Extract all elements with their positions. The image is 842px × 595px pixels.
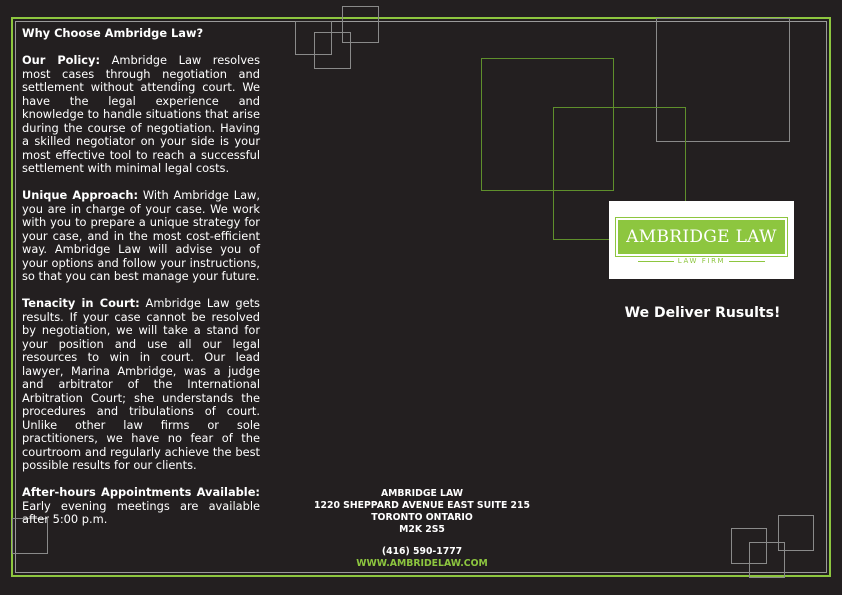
deco-square	[749, 542, 785, 578]
logo-rule-left	[638, 261, 674, 262]
tagline: We Deliver Rusults!	[624, 305, 781, 321]
contact-block	[300, 488, 544, 570]
address-street: 1220 SHEPPARD AVENUE EAST SUITE 215	[314, 500, 530, 511]
company-logo	[609, 201, 794, 279]
tenacity-title: Tenacity in Court:	[22, 296, 140, 310]
why-choose-panel	[22, 26, 260, 540]
phone-number: (416) 590-1777	[381, 546, 463, 557]
tenacity-paragraph	[22, 297, 260, 473]
deco-square	[314, 32, 351, 69]
after-hours-title: After-hours Appointments Available:	[22, 485, 260, 499]
address-company: AMBRIDGE LAW	[380, 488, 464, 499]
address-postal: M2K 2S5	[399, 524, 445, 535]
website-link[interactable]: WWW.AMBRIDELAW.COM	[356, 558, 488, 569]
address-gap	[300, 536, 544, 546]
after-hours-paragraph	[22, 486, 260, 527]
approach-title: Unique Approach:	[22, 188, 139, 202]
after-hours-text: Early evening meetings are available after 5:00 p.m.	[22, 498, 260, 526]
policy-paragraph	[22, 54, 260, 176]
logo-rule-right	[729, 261, 765, 262]
approach-paragraph	[22, 189, 260, 284]
logo-wordmark: AMBRIDGE LAW	[616, 218, 787, 256]
address-city: TORONTO ONTARIO	[371, 512, 473, 523]
policy-title: Our Policy:	[22, 53, 101, 67]
policy-text: Ambridge Law resolves most cases through negotiation and settlement without attending court. We have the legal experience and knowledge to handle situations that arise during the course of negotiation. Having a skilled negotiator on your side is your most effective tool to reach a successful settlement with minimal legal costs.	[22, 53, 261, 175]
logo-subtitle-row	[617, 255, 786, 267]
tenacity-text: Ambridge Law gets results. If your case cannot be resolved by negotiation, we will take a stand for your position and use all our legal resources to win in court. Our lead lawyer, Marina Ambridge, was a judge and arbitrator of the International Arbitration Court; she understands the procedures and tribulations of court. Unlike other law firms or sole practitioners, we have no fear of the courtroom and regularly achieve the best possible results for our clients.	[22, 296, 260, 472]
panel-heading: Why Choose Ambridge Law?	[22, 26, 204, 40]
approach-text: With Ambridge Law, you are in charge of your case. We work with you to prepare a unique strategy for your case, and in the most cost-efficient way. Ambridge Law will advise you of your options and follow your instructions, so that you can best manage your future.	[22, 188, 260, 283]
logo-subtitle: LAW FIRM	[677, 257, 726, 265]
